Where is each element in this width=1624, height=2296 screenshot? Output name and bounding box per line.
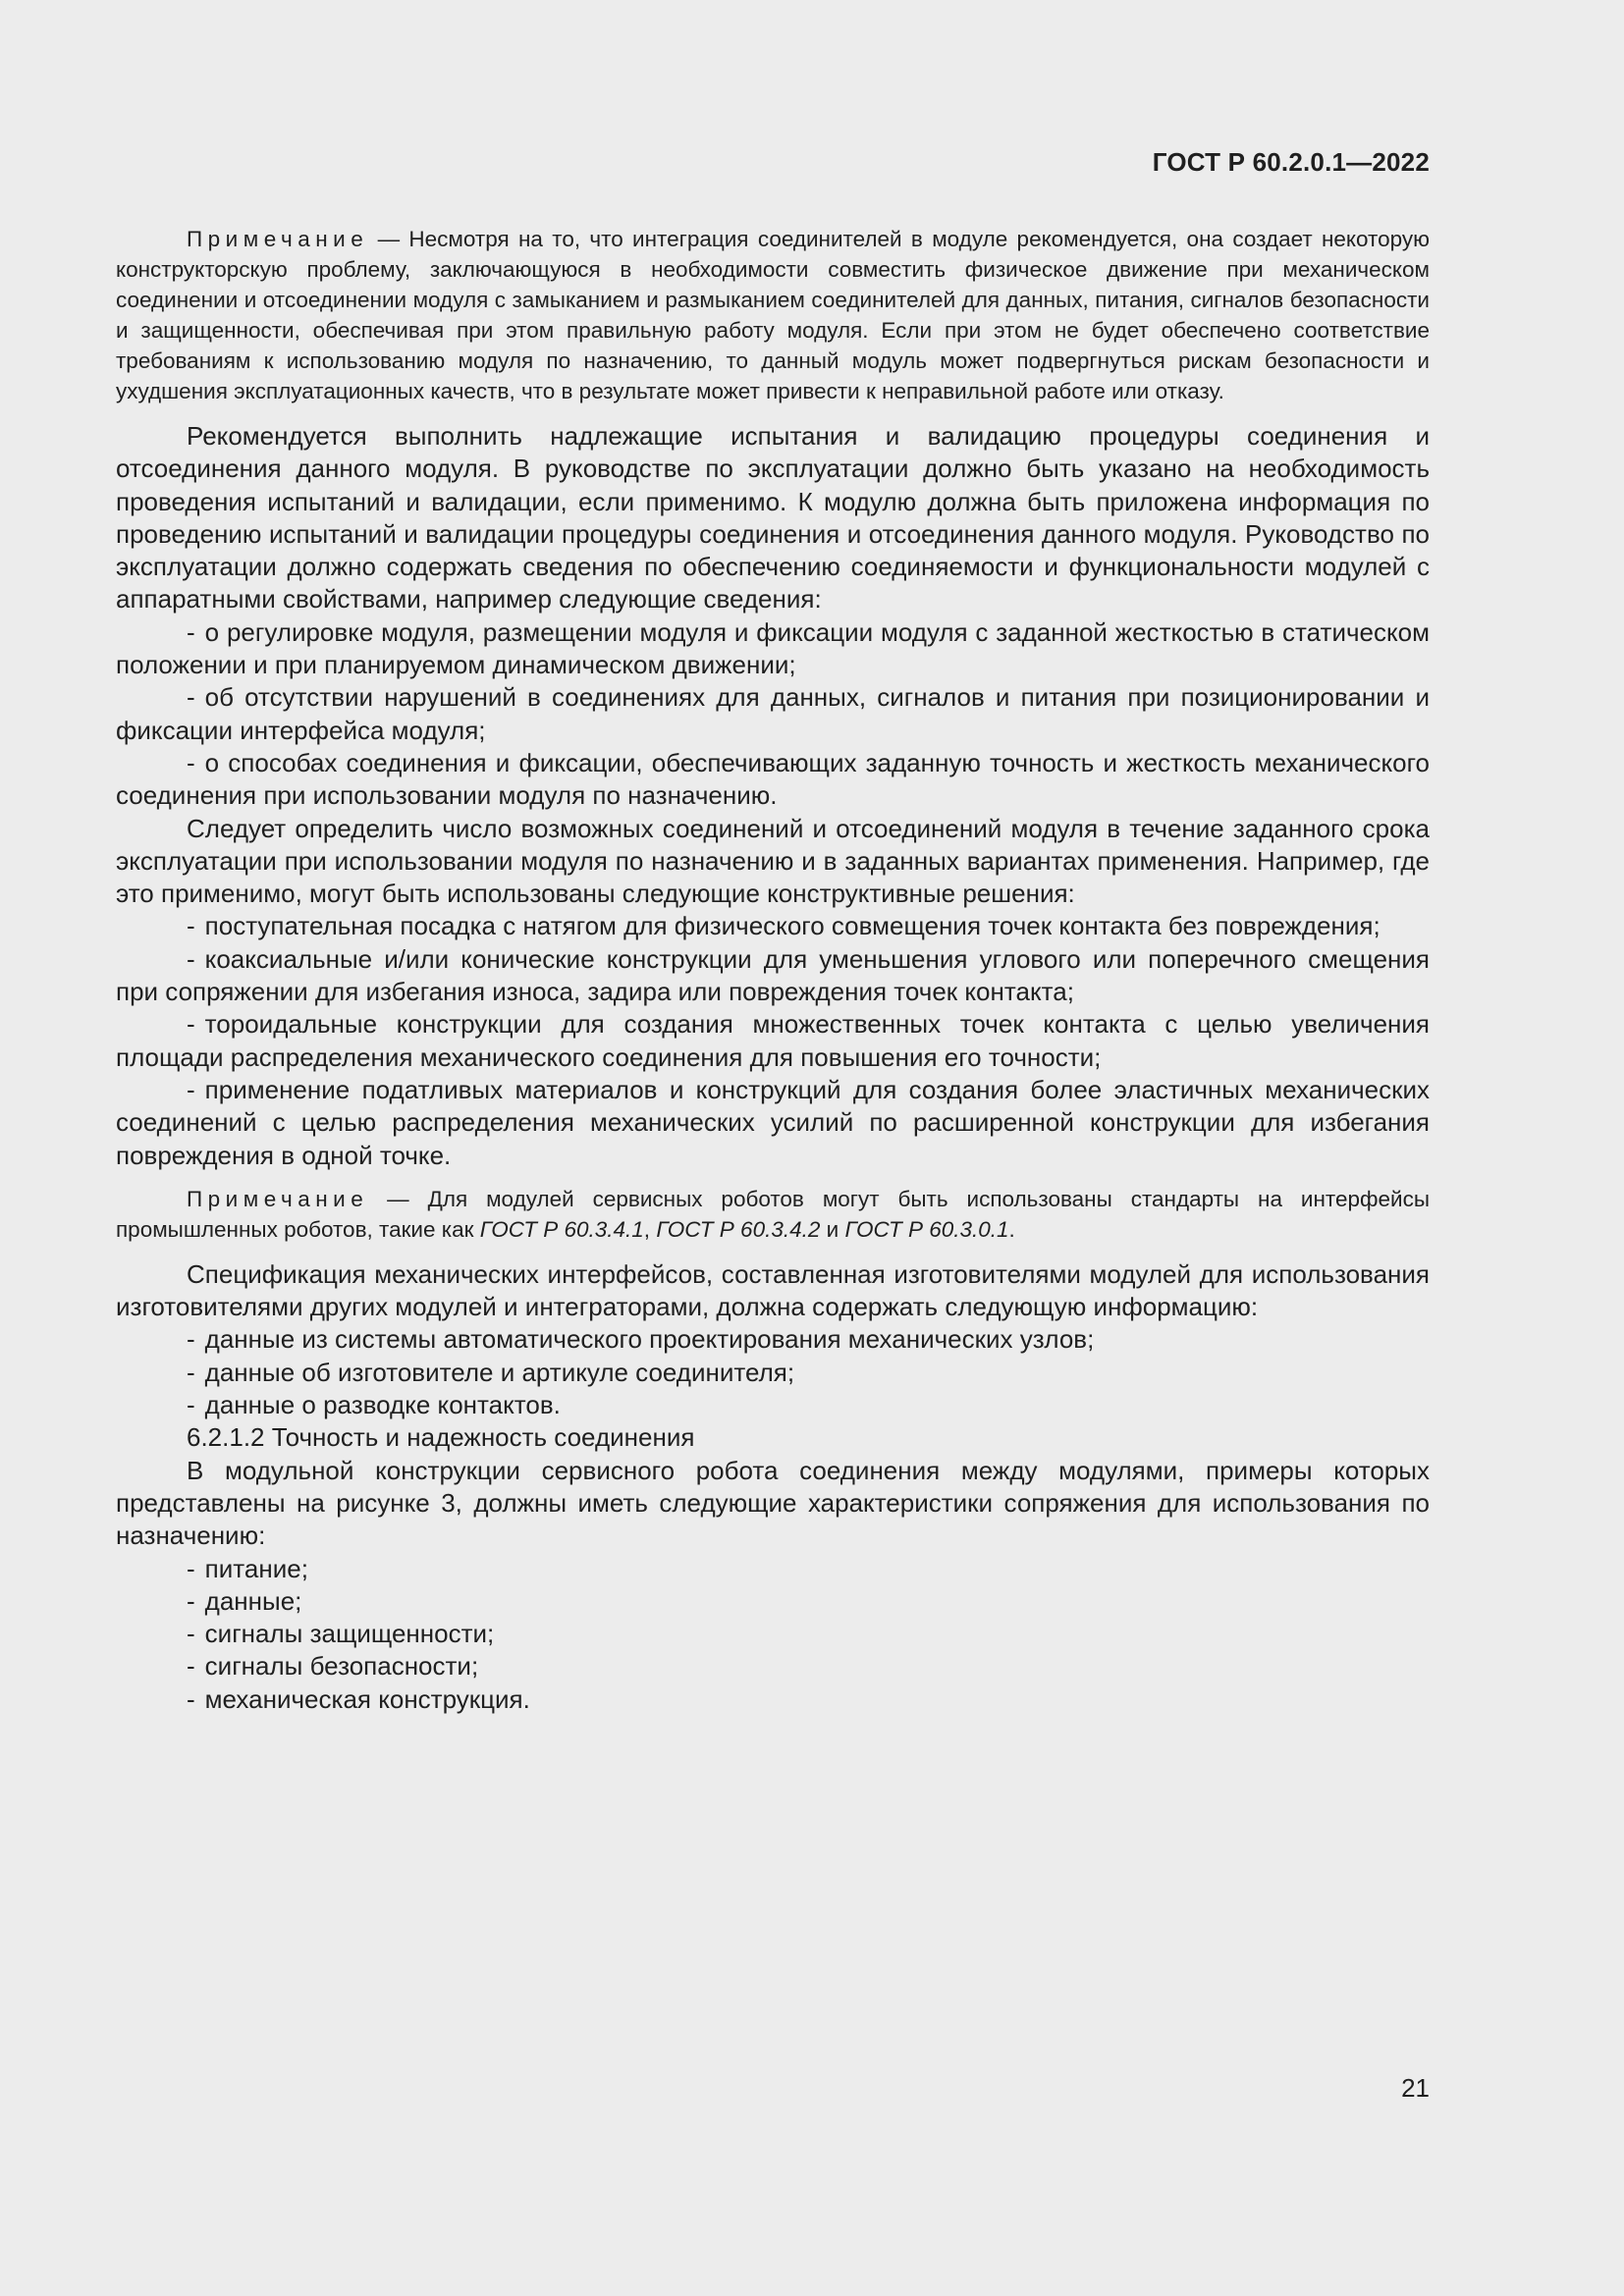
document-body (116, 224, 1430, 1716)
list-item: - коаксиальные и/или конические конструкции для уменьшения углового или поперечного смещения при сопряжении для избегания износа, задира или повреждения точек контакта; (116, 943, 1430, 1007)
standard-reference: ГОСТ Р 60.3.4.1 (479, 1216, 644, 1242)
list-item: - сигналы защищенности; (187, 1619, 495, 1649)
list-item: - данные; (187, 1585, 302, 1616)
standard-reference: ГОСТ Р 60.3.0.1 (844, 1216, 1009, 1242)
document-code-header: ГОСТ Р 60.2.0.1—2022 (1152, 147, 1430, 177)
list-item: - поступательная посадка с натягом для физического совмещения точек контакта без повреждения; (187, 911, 1380, 941)
list-item: - данные об изготовителе и артикуле соединителя; (187, 1357, 795, 1387)
list-item: - данные из системы автоматического проектирования механических узлов; (187, 1324, 1095, 1355)
list-item: - о регулировке модуля, размещении модуля и фиксации модуля с заданной жесткостью в статическом положении и при планируемом динамическом движении; (116, 616, 1430, 680)
list-item: - применение податливых материалов и конструкций для создания более эластичных механических соединений с целью распределения механических усилий по расширенной конструкции для избегания повреждения в одной точке. (116, 1074, 1430, 1170)
list-item: - сигналы безопасности; (187, 1651, 479, 1682)
list-item: - об отсутствии нарушений в соединениях для данных, сигналов и питания при позиционировании и фиксации интерфейса модуля; (116, 682, 1430, 745)
list-item: - тороидальные конструкции для создания множественных точек контакта с целью увеличения площади распределения механического соединения для повышения его точности; (116, 1009, 1430, 1072)
standard-reference: ГОСТ Р 60.3.4.2 (656, 1216, 821, 1242)
note-text: — Несмотря на то, что интеграция соединителей в модуле рекомендуется, она создает некоторую конструкторскую проблему, заключающуюся в необходимости совместить физическое движение при механическом соединении и отсоединении модуля с замыканием и размыканием соединителей для данных, питания, сигналов безопасности и защищенности, обеспечивая при этом правильную работу модуля. Если при этом не будет обеспечено соответствие требованиям к использованию модуля по назначению, то данный модуль может подвергнуться рискам безопасности и ухудшения эксплуатационных качеств, что в результате может привести к неправильной работе или отказу. (116, 227, 1430, 403)
paragraph-interface-spec: Спецификация механических интерфейсов, составленная изготовителями модулей для использования изготовителями других модулей и интеграторами, должна содержать следующую информацию: (116, 1258, 1430, 1322)
list-item: - питание; (187, 1553, 308, 1583)
list-item: - механическая конструкция. (187, 1683, 530, 1714)
note-1 (116, 224, 1430, 406)
note-2: Примечание — Для модулей сервисных роботов могут быть использованы стандарты на интерфейсы промышленных роботов, такие как ГОСТ Р 60.3.4.1, ГОСТ Р 60.3.4.2 и ГОСТ Р 60.3.0.1. (116, 1186, 1430, 1242)
note-label: Примечание (187, 227, 369, 251)
list-item: - данные о разводке контактов. (187, 1390, 561, 1420)
section-heading: 6.2.1.2 Точность и надежность соединения (187, 1422, 695, 1453)
note-label: Примечание (187, 1186, 369, 1211)
paragraph-testing-validation: Рекомендуется выполнить надлежащие испытания и валидацию процедуры соединения и отсоединения данного модуля. В руководстве по эксплуатации должно быть указано на необходимость проведения испытаний и валидации, если применимо. К модулю должна быть приложена информация по проведению испытаний и валидации процедуры соединения и отсоединения данного модуля. Руководство по эксплуатации должно содержать сведения по обеспечению соединяемости и функциональности модулей с аппаратными свойствами, например следующие сведения: (116, 421, 1430, 614)
list-item: - о способах соединения и фиксации, обеспечивающих заданную точность и жесткость механического соединения при использовании модуля по назначению. (116, 747, 1430, 811)
paragraph-modular-design: В модульной конструкции сервисного робота соединения между модулями, примеры которых представлены на рисунке 3, должны иметь следующие характеристики сопряжения для использования по назначению: (116, 1455, 1430, 1551)
paragraph-connection-count: Следует определить число возможных соединений и отсоединений модуля в течение заданного срока эксплуатации при использовании модуля по назначению и в заданных вариантах применения. Например, где это применимо, могут быть использованы следующие конструктивные решения: (116, 813, 1430, 909)
page-number: 21 (1401, 2073, 1430, 2103)
